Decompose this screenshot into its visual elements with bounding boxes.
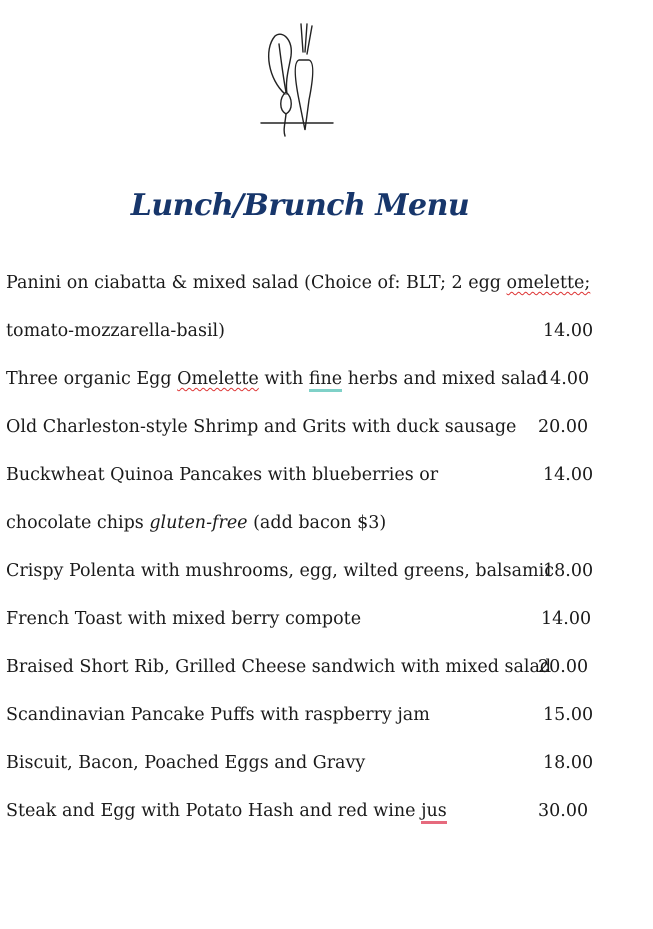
menu-item-price: 20.00 [538,657,589,677]
menu-title: Lunch/Brunch Menu [130,188,470,223]
menu-item-price: 14.00 [543,465,594,485]
menu-item-price: 15.00 [543,705,594,725]
menu-item-text: Braised Short Rib, Grilled Cheese sandwich with mixed salad [6,657,552,677]
menu-item-price: 14.00 [539,369,590,389]
menu-item-text: Old Charleston-style Shrimp and Grits with duck sausage [6,417,517,437]
menu-item-text: Steak and Egg with Potato Hash and red wine jus [6,798,447,824]
menu-item-text: French Toast with mixed berry compote [6,609,362,629]
menu-item-price: 18.00 [543,753,594,773]
menu-item-price: 20.00 [538,417,589,437]
menu-item-text: Crispy Polenta with mushrooms, egg, wilted greens, balsamic [6,561,555,581]
menu-item-text: chocolate chips gluten-free (add bacon $3) [6,513,387,533]
menu-item-price: 18.00 [543,561,594,581]
menu-item-price: 14.00 [541,609,592,629]
menu-item-price: 30.00 [538,801,589,821]
menu-item-text: Panini on ciabatta & mixed salad (Choice of: BLT; 2 egg omelette; [6,273,591,293]
menu-item-text: tomato-mozzarella-basil) [6,321,225,341]
carrot-radish-logo [255,20,339,140]
menu-item-text: Biscuit, Bacon, Poached Eggs and Gravy [6,753,366,773]
menu-item-text: Three organic Egg Omelette with fine herbs and mixed salad [6,366,548,392]
menu-item-text: Buckwheat Quinoa Pancakes with blueberries or [6,465,439,485]
menu-item-text: Scandinavian Pancake Puffs with raspberry jam [6,705,430,725]
menu-item-price: 14.00 [543,321,594,341]
